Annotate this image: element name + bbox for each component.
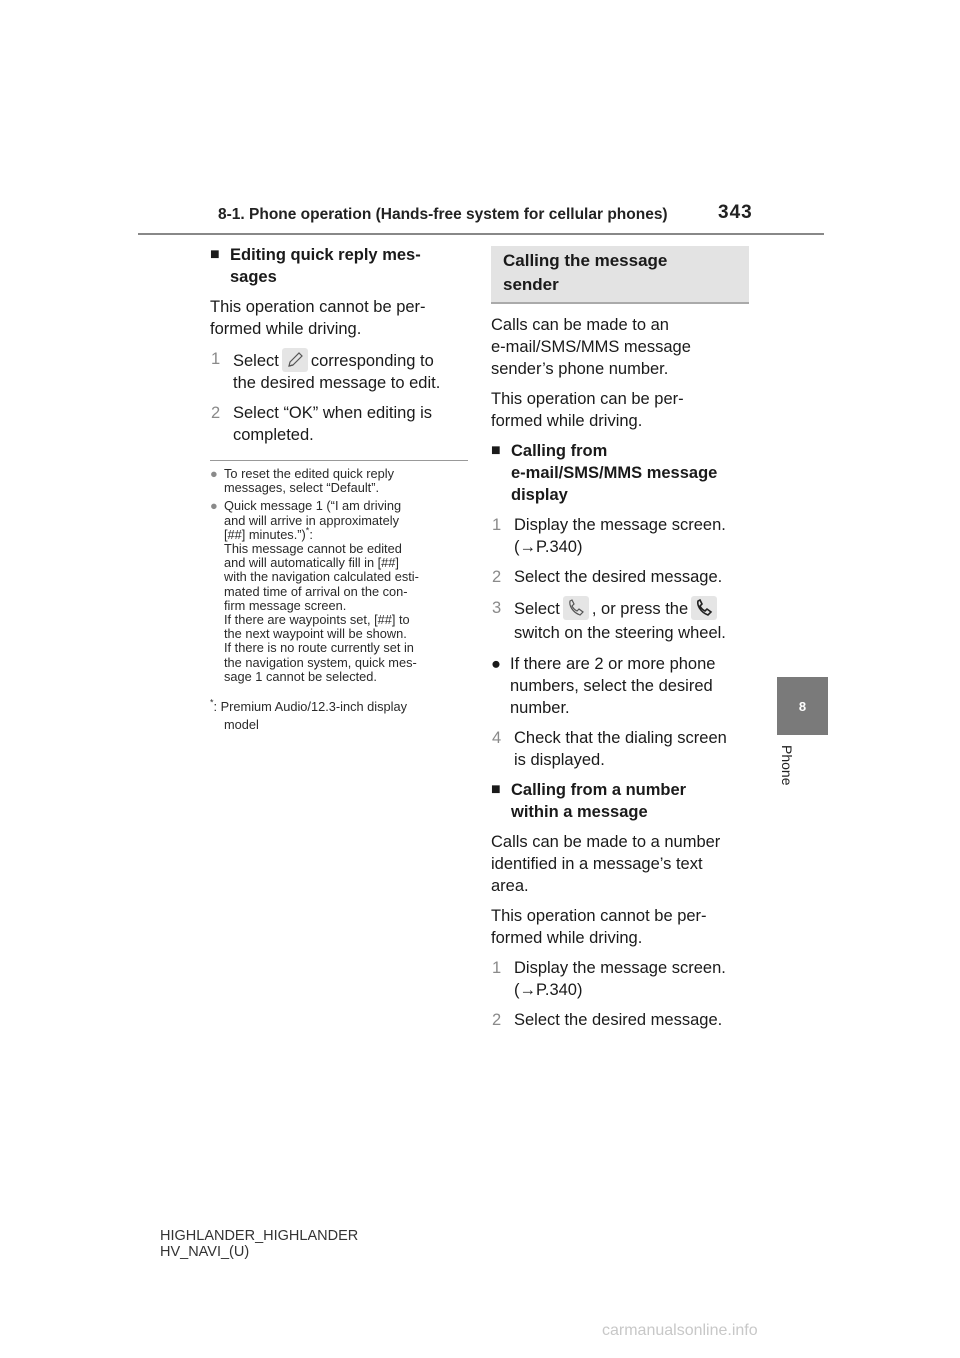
pencil-icon [282,348,308,372]
paragraph-calls-number: Calls can be made to a number identified in a message’s text area. [491,833,721,895]
step-number: 2 [211,404,221,422]
page-reference: (→P.340) [514,981,583,999]
subheading-editing-quick-reply: ■ Editing quick reply mes- sages [210,246,421,286]
circle-bullet-icon: ● [210,498,218,514]
left-column [210,244,470,734]
step-number: 1 [211,350,221,368]
step-2: 2 Select the desired message. [492,1011,723,1029]
chapter-label: Phone [779,745,795,786]
note-quick-message-1: ● Quick message 1 (“I am driving and will arrive in approximately [##] minutes.”)*: This message cannot be edited and will automatically fill in [##] with the navigation calculated esti- mated time of arrival on the con- firm message screen. If there are waypoints set, [##] to the next waypoint will be shown. If there is no route currently set in the navigation system, quick mes- sage 1 cannot be selected. [210,498,419,684]
step-2: 2 Select “OK” when editing is completed. [211,404,433,444]
step-number: 4 [492,729,502,747]
step-number: 3 [492,599,502,617]
step-1: 1 Display the message screen. (→P.340) [492,959,726,999]
chapter-tab: 8 [777,677,828,735]
phone-icon [691,596,717,620]
header-divider [138,233,824,235]
bullet-multiple-numbers: ● If there are 2 or more phone numbers, select the desired number. [491,655,716,717]
step-number: 2 [492,568,502,586]
step-1: 1 Display the message screen. (→P.340) [492,516,726,556]
phone-icon [563,596,589,620]
page-number: 343 [718,202,753,223]
step-2: 2 Select the desired message. [492,568,723,586]
right-column [491,246,749,1039]
square-bullet-icon: ■ [491,781,501,798]
footer-model-code: HIGHLANDER_HIGHLANDER HV_NAVI_(U) [160,1228,359,1260]
step-1: 1 Select corresponding to the desired message to edit. [211,350,441,392]
paragraph-driving-restriction: This operation cannot be per- formed while driving. [210,298,426,338]
page-header-title: 8-1. Phone operation (Hands-free system for cellular phones) [218,206,668,223]
circle-bullet-icon: ● [491,655,501,673]
paragraph-driving-allowed: This operation can be per- formed while driving. [491,390,684,430]
step-number: 1 [492,959,502,977]
square-bullet-icon: ■ [210,246,220,263]
paragraph-driving-restriction: This operation cannot be per- formed while driving. [491,907,707,947]
step-number: 1 [492,516,502,534]
paragraph-calls-sender: Calls can be made to an e-mail/SMS/MMS message sender’s phone number. [491,316,691,378]
circle-bullet-icon: ● [210,466,218,481]
square-bullet-icon: ■ [491,442,501,459]
footnote: *: Premium Audio/12.3-inch display model [210,697,407,733]
watermark: carmanualsonline.info [602,1322,758,1339]
step-3: 3 Select , or press the switch on the steering wheel. [491,596,749,645]
step-number: 2 [492,1011,502,1029]
note-reset-quick-reply: ● To reset the edited quick reply messages, select “Default”. [210,466,395,496]
step-4: 4 Check that the dialing screen is displayed. [492,729,727,769]
subheading-calling-from-display: ■ Calling from e-mail/SMS/MMS message display [491,442,718,504]
notes-divider [210,460,468,461]
section-heading-calling-sender: Calling the message sender [491,246,749,304]
page-reference: (→P.340) [514,538,583,556]
subheading-calling-from-number: ■ Calling from a number within a message [491,781,687,821]
